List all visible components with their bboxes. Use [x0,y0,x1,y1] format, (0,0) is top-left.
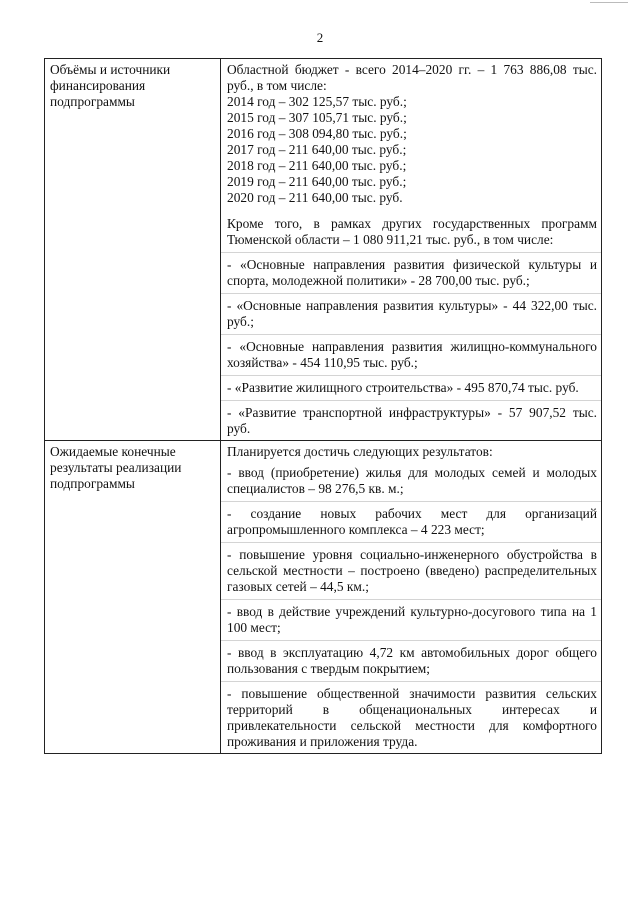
financing-label-cell [45,59,221,441]
financing-content-cell [221,59,602,441]
scan-corner-mark [590,2,628,6]
result-item-text: - ввод в действие учреждений культурно-досугового типа на 1 100 мест; [227,604,597,635]
year-line: 2018 год – 211 640,00 тыс. руб.; [227,158,407,173]
year-line: 2014 год – 302 125,57 тыс. руб.; [227,94,407,109]
table-row-financing [45,59,602,441]
program-item [221,400,601,437]
result-item-text: - создание новых рабочих мест для организаций агропромышленного комплекса – 4 223 мест; [227,506,597,537]
program-item-text: - «Развитие транспортной инфраструктуры» - 57 907,52 тыс. руб. [227,405,597,436]
program-item-text: - «Развитие жилищного строительства» - 495 870,74 тыс. руб. [227,380,579,395]
result-item [221,599,601,636]
other-programs-intro: Кроме того, в рамках других государственных программ Тюменской области – 1 080 911,21 тыс. руб., в том числе: [227,216,597,247]
table-row-results [45,441,602,754]
results-intro: Планируется достичь следующих результатов: [227,444,493,459]
result-item [221,501,601,538]
program-item-text: - «Основные направления развития жилищно-коммунального хозяйства» - 454 110,95 тыс. руб.; [227,339,597,370]
result-item-text: - повышение общественной значимости развития сельских территорий в общенациональных интересах и привлекательности сельской местности для комфортного проживания и приложения труда. [227,686,597,749]
results-label-cell [45,441,221,754]
result-item [221,640,601,677]
program-item [221,334,601,371]
year-line: 2015 год – 307 105,71 тыс. руб.; [227,110,407,125]
financing-intro: Областной бюджет - всего 2014–2020 гг. – 1 763 886,08 тыс. руб., в том числе: [227,62,597,93]
program-item [221,252,601,289]
result-item-text: - ввод в эксплуатацию 4,72 км автомобильных дорог общего пользования с твердым покрытием; [227,645,597,676]
year-line: 2016 год – 308 094,80 тыс. руб.; [227,126,407,141]
results-label: Ожидаемые конечные результаты реализации подпрограммы [50,444,182,491]
page-number: 2 [316,30,324,45]
result-item [221,542,601,595]
program-item-text: - «Основные направления развития культуры» - 44 322,00 тыс. руб.; [227,298,597,329]
financing-label: Объёмы и источники финансирования подпрограммы [50,62,171,109]
program-item [221,293,601,330]
year-line: 2017 год – 211 640,00 тыс. руб.; [227,142,407,157]
year-line: 2020 год – 211 640,00 тыс. руб. [227,190,403,205]
program-item-text: - «Основные направления развития физической культуры и спорта, молодежной политики» - 28 700,00 тыс. руб.; [227,257,597,288]
result-item-text: - ввод (приобретение) жилья для молодых семей и молодых специалистов – 98 276,5 кв. м.; [227,465,597,496]
subprogram-passport-table [44,58,602,754]
program-item [221,375,601,396]
result-item [221,681,601,750]
year-line: 2019 год – 211 640,00 тыс. руб.; [227,174,407,189]
results-content-cell [221,441,602,754]
result-item-text: - повышение уровня социально-инженерного обустройства в сельской местности – построено (введено) распределительных газовых сетей – 44,5 км.; [227,547,597,594]
result-item [221,463,601,497]
